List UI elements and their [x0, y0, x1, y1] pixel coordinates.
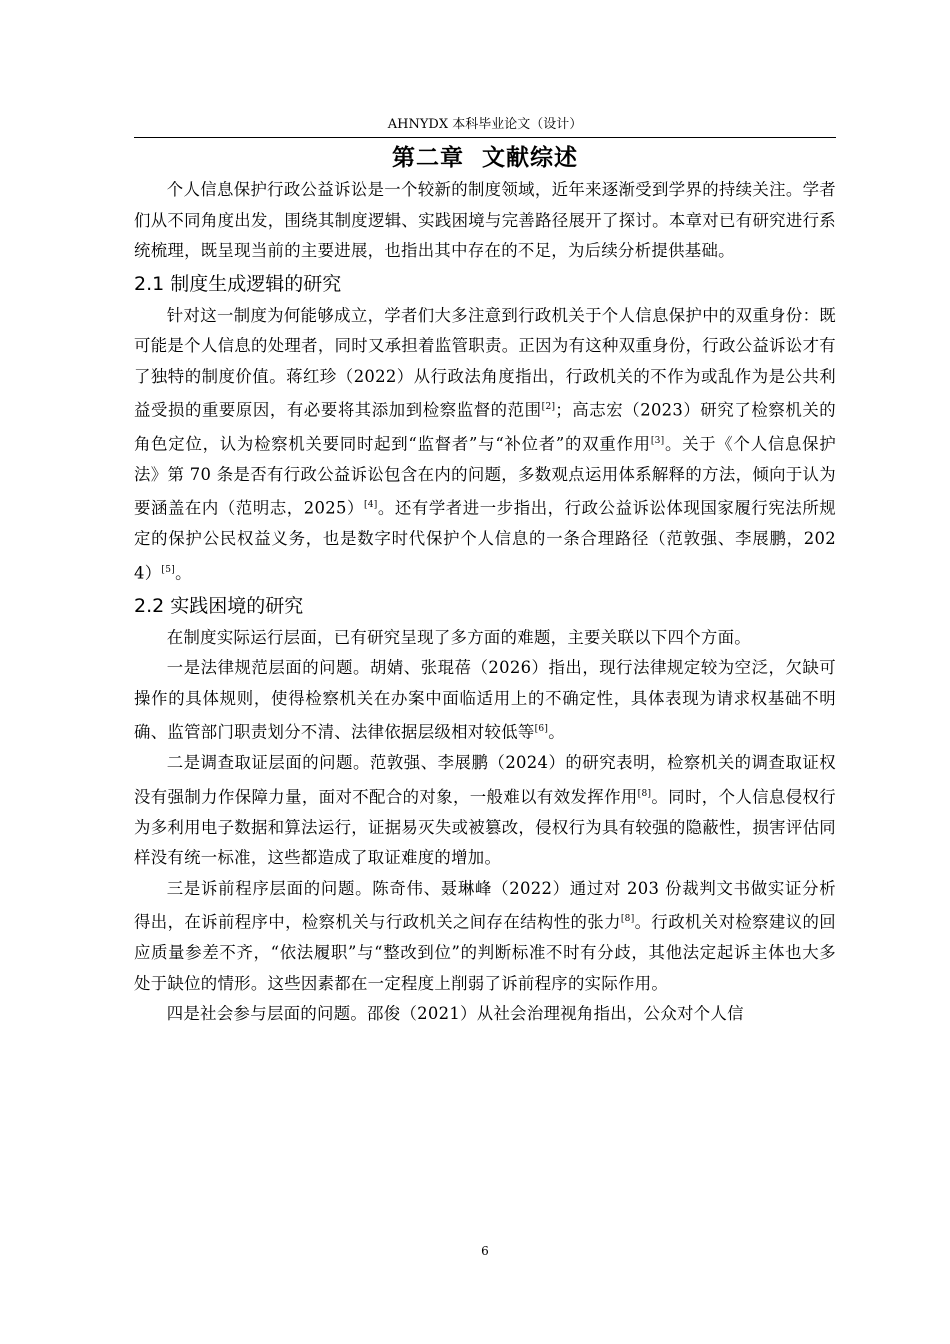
section-heading-2-1: 2.1 制度生成逻辑的研究	[134, 272, 342, 295]
text-run: 。行政机关对检察建议的回应质量参差不齐，“依法履职”与“整改到位”的判断标准不时有分歧，其他法定起诉主体也大多处于缺位的情形。这些因素都在一定程度上削弱了诉前程序的实际作用。	[134, 912, 836, 993]
citation: [8]	[620, 914, 635, 925]
text-run: 一是法律规范层面的问题。胡婧、张琨蓓（2026）指出，现行法律规定较为空泛，欠缺可操作的具体规则，使得检察机关在办案中面临适用上的不确定性，具体表现为请求权基础不明确、监管部门职责划分不清、法律依据层级相对较低等	[134, 658, 836, 742]
citation: [6]	[534, 724, 549, 735]
text-run: 。	[548, 722, 565, 742]
header-rule	[134, 137, 836, 138]
social-participation-paragraph: 四是社会参与层面的问题。邵俊（2021）从社会治理视角指出，公众对个人信	[166, 1004, 744, 1024]
running-header: AHNYDX 本科毕业论文（设计）	[387, 117, 583, 132]
citation: [4]	[363, 500, 378, 511]
legal-norms-paragraph	[134, 653, 836, 748]
evidence-paragraph	[134, 748, 836, 873]
text-run: 。同时，个人信息侵权行为多利用电子数据和算法运行，证据易灭失或被篡改，侵权行为具有较强的隐蔽性，损害评估同样没有统一标准，这些都造成了取证难度的增加。	[134, 787, 836, 868]
text-run: 。	[175, 563, 192, 583]
text-run: 三是诉前程序层面的问题。陈奇伟、聂琳峰（2022）通过对 203 份裁判文书做实证分析得出，在诉前程序中，检察机关与行政机关之间存在结构性的张力	[134, 878, 836, 932]
intro-paragraph: 个人信息保护行政公益诉讼是一个较新的制度领域，近年来逐渐受到学界的持续关注。学者们从不同角度出发，围绕其制度逻辑、实践困境与完善路径展开了探讨。本章对已有研究进行系统梳理，既呈现当前的主要进展，也指出其中存在的不足，为后续分析提供基础。	[134, 180, 836, 260]
text-run: 针对这一制度为何能够成立，学者们大多注意到行政机关于个人信息保护中的双重身份：既可能是个人信息的处理者，同时又承担着监管职责。正因为有这种双重身份，行政公益诉讼才有了独特的制度价值。蒋红珍（2022）从行政法角度指出，行政机关的不作为或乱作为是公共利益受损的重要原因，有必要将其添加到检察监督的范围	[134, 305, 836, 420]
citation: [5]	[161, 564, 176, 575]
text-run: ；高志宏（2023）研究了检察机关的角色定位，认为检察机关要同时起到“监督者”与“补位者”的双重作用	[134, 400, 836, 454]
section-2-2-intro-paragraph: 在制度实际运行层面，已有研究呈现了多方面的难题，主要关联以下四个方面。	[166, 627, 751, 647]
citation: [2]	[541, 402, 556, 412]
pre-litigation-paragraph	[134, 874, 836, 999]
section-heading-2-2: 2.2 实践困境的研究	[134, 594, 304, 617]
section-2-1-paragraph	[134, 301, 836, 589]
text-run: 二是调查取证层面的问题。范敦强、李展鹏（2024）的研究表明，检察机关的调查取证权没有强制力作保障力量，面对不配合的对象，一般难以有效发挥作用	[134, 753, 836, 807]
text-run: 。关于《个人信息保护法》第 70 条是否有行政公益诉讼包含在内的问题，多数观点运用体系解释的方法，倾向于认为要涵盖在内（范明志，2025）	[134, 434, 837, 518]
chapter-title: 第二章 文献综述	[391, 145, 578, 171]
body-text	[134, 175, 836, 1030]
citation: [8]	[637, 788, 652, 799]
page-number: 6	[481, 1244, 489, 1258]
text-run: 。还有学者进一步指出，行政公益诉讼体现国家履行宪法所规定的保护公民权益义务，也是数字时代保护个人信息的一条合理路径（范敦强、李展鹏，2024）	[134, 498, 836, 583]
citation: [3]	[650, 435, 665, 446]
